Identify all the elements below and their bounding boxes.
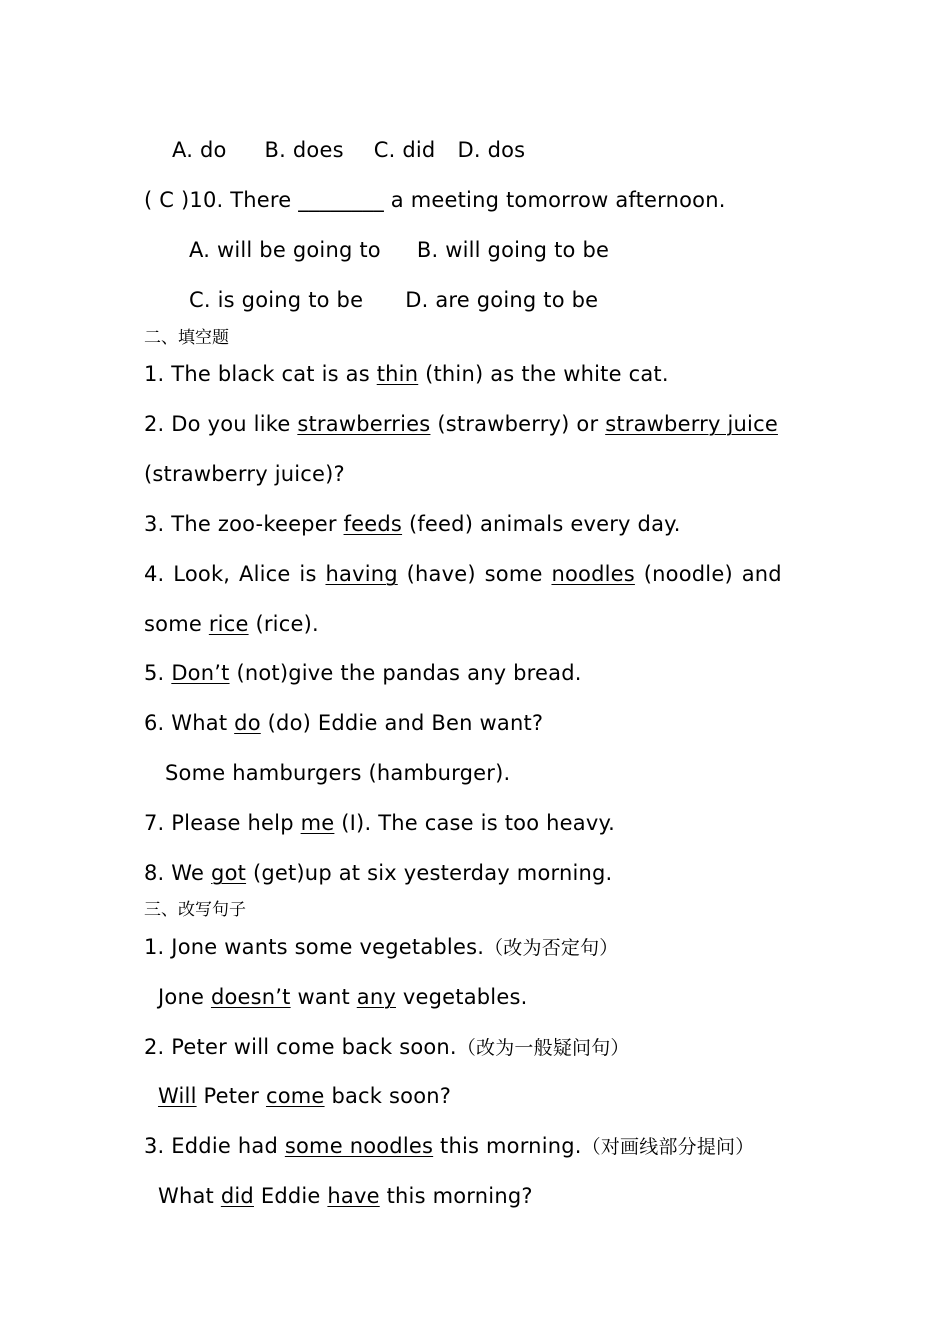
item-text: (I). The case is too heavy. — [334, 811, 615, 835]
item-text: 8. We — [144, 861, 212, 885]
answer: have — [327, 1184, 380, 1208]
answer: noodles — [551, 562, 635, 586]
answer: did — [220, 1184, 254, 1208]
item-text: (noodle) and — [634, 562, 782, 586]
item-text: 2. Peter will come back soon. — [144, 1035, 457, 1059]
fill-item-5 — [144, 660, 582, 686]
section3-heading: 三、改写句子 — [144, 900, 246, 920]
q10-option-a: A. will be going to — [189, 238, 381, 262]
item-text: 3. Eddie had — [144, 1134, 285, 1158]
item-text: (feed) animals every day. — [402, 512, 681, 536]
rewrite-item-3 — [144, 1133, 754, 1160]
q9-options — [172, 137, 525, 163]
answer: Will — [158, 1084, 197, 1108]
item-text: 1. Jone wants some vegetables. — [144, 935, 485, 959]
fill-item-4-continued — [144, 611, 319, 637]
answer: got — [211, 861, 247, 885]
item-text: 4. Look, Alice is — [144, 562, 326, 586]
item-text: this morning? — [379, 1184, 533, 1208]
fill-item-1 — [144, 361, 669, 387]
answer: me — [300, 811, 335, 835]
item-text: (do) Eddie and Ben want? — [260, 711, 544, 735]
fill-item-2-continued: (strawberry juice)? — [144, 462, 345, 486]
answer: strawberries — [297, 412, 431, 436]
item-text: Eddie — [253, 1184, 328, 1208]
instruction-note: （改为否定句） — [484, 937, 619, 959]
item-text: 2. Do you like — [144, 412, 298, 436]
underlined-phrase: some noodles — [284, 1134, 434, 1158]
fill-item-8 — [144, 860, 612, 886]
answer: any — [356, 985, 396, 1009]
q10-options-row1 — [189, 237, 609, 263]
item-text: 3. The zoo-keeper — [144, 512, 344, 536]
item-text: (strawberry) or — [430, 412, 606, 436]
fill-item-7 — [144, 810, 615, 836]
q10-option-d: D. are going to be — [405, 288, 599, 312]
item-text: vegetables. — [395, 985, 528, 1009]
item-text: (not)give the pandas any bread. — [229, 661, 582, 685]
answer: Don’t — [171, 661, 230, 685]
rewrite-item-1 — [144, 934, 619, 961]
item-text: 7. Please help — [144, 811, 301, 835]
answer: rice — [208, 612, 249, 636]
item-text: (have) some — [397, 562, 552, 586]
item-text: 6. What — [144, 711, 235, 735]
item-text: (get)up at six yesterday morning. — [246, 861, 613, 885]
q9-option-b: B. does — [264, 138, 344, 162]
rewrite-answer-3 — [158, 1183, 533, 1209]
item-text: this morning. — [433, 1134, 582, 1158]
item-text: back soon? — [324, 1084, 452, 1108]
q9-option-c: C. did — [373, 138, 436, 162]
item-text: (rice). — [248, 612, 319, 636]
fill-item-2 — [144, 411, 778, 437]
item-text: want — [290, 985, 357, 1009]
item-text: some — [144, 612, 209, 636]
q10-question: ( C )10. There ________ a meeting tomorrow afternoon. — [144, 188, 726, 212]
item-text: Peter — [196, 1084, 266, 1108]
rewrite-item-2 — [144, 1034, 630, 1061]
q10-options-row2 — [189, 287, 598, 313]
rewrite-answer-1 — [158, 984, 527, 1010]
fill-item-6-answer-line: Some hamburgers (hamburger). — [165, 761, 511, 785]
section2-heading: 二、填空题 — [144, 328, 229, 348]
item-text: 1. The black cat is as — [144, 362, 377, 386]
answer: thin — [376, 362, 419, 386]
answer: doesn’t — [210, 985, 291, 1009]
item-text: Jone — [158, 985, 211, 1009]
answer: strawberry juice — [605, 412, 778, 436]
item-text: 5. — [144, 661, 172, 685]
q9-option-d: D. dos — [457, 138, 526, 162]
rewrite-answer-2 — [158, 1083, 451, 1109]
fill-item-3 — [144, 511, 681, 537]
answer: do — [234, 711, 261, 735]
q10-option-c: C. is going to be — [189, 288, 364, 312]
fill-item-6 — [144, 710, 543, 736]
fill-item-4 — [144, 561, 782, 587]
answer: having — [325, 562, 398, 586]
q9-option-a: A. do — [172, 138, 227, 162]
answer: come — [265, 1084, 325, 1108]
q10-option-b: B. will going to be — [416, 238, 610, 262]
item-text: (thin) as the white cat. — [418, 362, 669, 386]
answer: feeds — [343, 512, 403, 536]
instruction-note: （对画线部分提问） — [581, 1136, 755, 1158]
instruction-note: （改为一般疑问句） — [456, 1037, 630, 1059]
item-text: What — [158, 1184, 221, 1208]
